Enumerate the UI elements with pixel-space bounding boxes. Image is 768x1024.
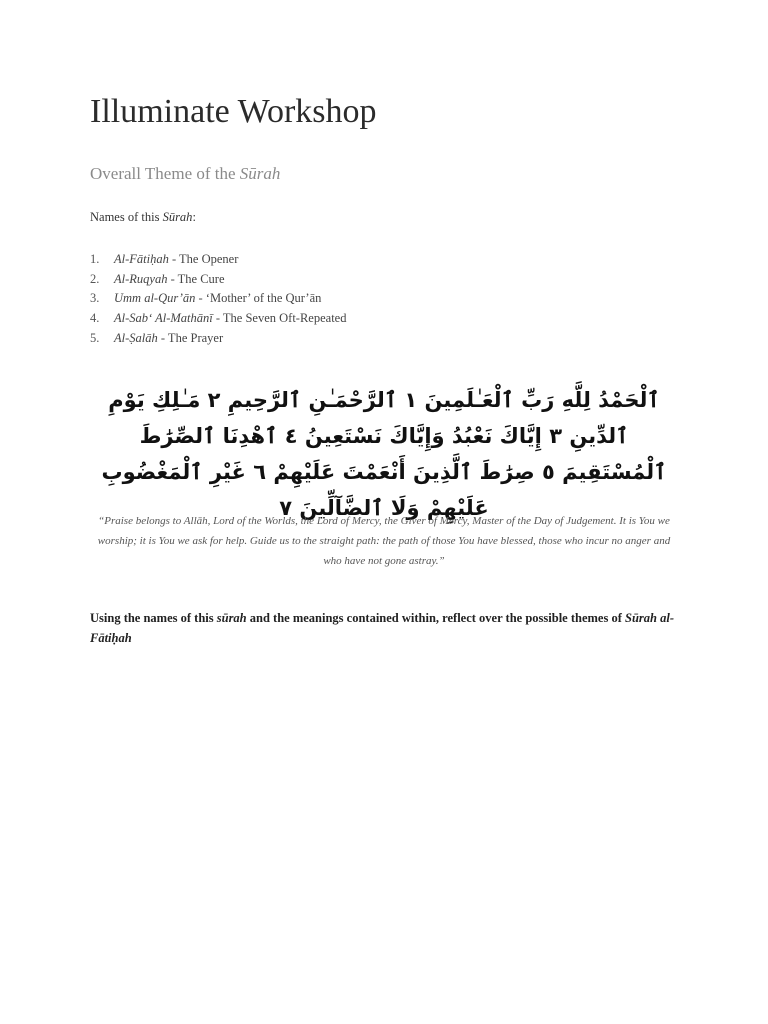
list-number: 1. [90,252,100,266]
list-number: 2. [90,271,100,286]
name-transliteration: Al-Ruqyah [114,271,168,286]
section-heading-text: Overall Theme of the [90,164,240,183]
prompt-emphasis-2: Sūrah al-Fātiḥah [90,611,674,645]
name-transliteration: Al-Sab‘ Al-Mathānī [114,311,213,326]
name-meaning: - The Seven Oft-Repeated [212,311,347,326]
name-transliteration: Al-Fātiḥah [114,252,169,266]
name-meaning: - ‘Mother’ of the Qur’ān [195,291,322,306]
names-list [90,250,346,348]
name-meaning: - The Prayer [157,330,224,345]
page-title: Illuminate Workshop [90,93,377,130]
list-item [90,250,346,270]
arabic-verse-text: ٱلْحَمْدُ لِلَّهِ رَبِّ ٱلْعَـٰلَمِينَ ١ ٱلرَّحْمَـٰنِ ٱلرَّحِيمِ ٢ مَـٰلِكِ يَوْمِ ٱلدِّينِ ٣ إِيَّاكَ نَعْبُدُ وَإِيَّاكَ نَسْتَعِينُ ٤ ٱهْدِنَا ٱلصِّرَٰطَ ٱلْمُسْتَقِيمَ ٥ صِرَٰطَ ٱلَّذِينَ أَنْعَمْتَ عَلَيْهِمْ ٦ غَيْرِ ٱلْمَغْضُوبِ عَلَيْهِمْ وَلَا ٱلضَّآلِّينَ ٧ [101,388,667,520]
section-heading [90,164,280,184]
list-item [90,309,346,329]
name-transliteration: Al-Ṣalāh [114,330,158,345]
name-meaning: - The Opener [168,252,239,266]
prompt-emphasis-1: sūrah [216,611,247,625]
name-transliteration: Umm al-Qur’ān [114,291,196,306]
list-item [90,289,346,309]
names-label-emphasis: Sūrah [162,210,193,224]
name-meaning: - The Cure [167,271,225,286]
list-item [90,270,346,290]
prompt-text-2: and the meanings contained within, reflect over the possible themes of [246,611,625,625]
list-item [90,329,346,349]
names-label-colon: : [192,210,196,224]
list-number: 4. [90,311,100,326]
names-label-text: Names of this [90,210,163,224]
translation-quote: “Praise belongs to Allāh, Lord of the Worlds, the Lord of Mercy, the Giver of Mercy, Master of the Day of Judgement. It is You we worship; it is You we ask for help. Guide us to the straight path: the path of those You have blessed, those who incur no anger and who have not gone astray.” [97,515,671,567]
list-number: 3. [90,291,100,306]
section-heading-emphasis: Sūrah [239,164,281,183]
reflection-prompt [90,608,678,648]
list-number: 5. [90,330,100,345]
prompt-text-1: Using the names of this [90,611,217,625]
names-label [90,210,196,225]
